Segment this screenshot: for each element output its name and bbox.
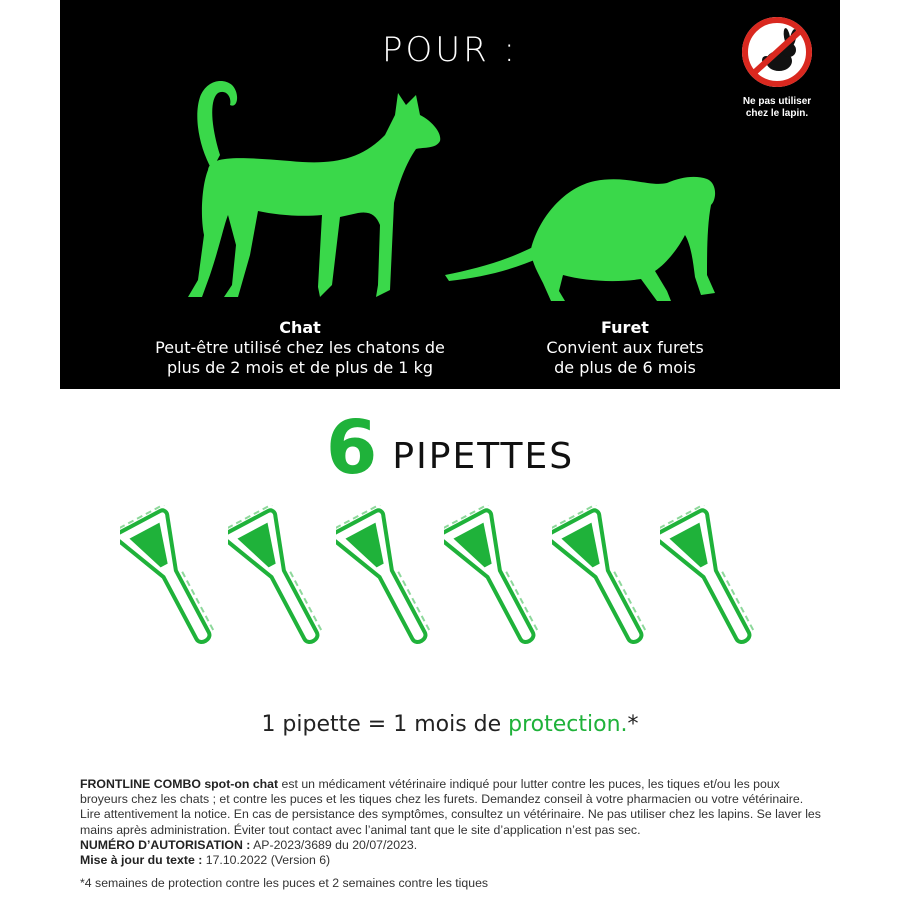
legal-auth-label: NUMÉRO D’AUTORISATION : <box>80 837 251 852</box>
pipette-row <box>120 505 790 665</box>
pour-title: POUR : <box>381 30 519 70</box>
ferret-name: Furet <box>601 318 649 337</box>
tagline-suffix: * <box>627 712 639 737</box>
cat-desc-line1: Peut-être utilisé chez les chatons de <box>155 338 445 357</box>
legal-update-value: 17.10.2022 (Version 6) <box>202 853 331 868</box>
no-rabbit-icon <box>739 14 815 90</box>
cat-desc-line2: plus de 2 mois et de plus de 1 kg <box>167 358 433 377</box>
legal-body: est un médicament vétérinaire indiqué pour lutter contre les puces, les tiques et/ou les poux broyeurs chez les chats ; et contre les puces et les tiques chez les furets. Demandez conseil à votre pharmacien ou votre vétérinaire. Lire attentivement la notice. En cas de persistance des symptômes, consultez un vétérinaire. Ne pas utiliser chez les lapins. Se laver les mains après administration. Éviter tout contact avec l’animal tant que le site d’application n’est pas sec. <box>80 777 821 837</box>
cat-name: Chat <box>279 318 321 337</box>
ferret-caption <box>500 318 750 378</box>
pipette-count: 6 <box>325 405 378 491</box>
pipette-count-heading <box>0 405 900 491</box>
footnote: *4 semaines de protection contre les puces et 2 semaines contre les tiques <box>80 876 489 890</box>
legal-notice <box>80 777 825 868</box>
pipette-icon <box>660 505 760 665</box>
ferret-silhouette-icon <box>445 165 725 310</box>
legal-product-name: FRONTLINE COMBO spot-on chat <box>80 777 279 791</box>
pipette-icon <box>228 505 328 665</box>
tagline-prefix: 1 pipette = 1 mois de <box>261 712 509 737</box>
pipette-icon <box>120 505 220 665</box>
legal-update-label: Mise à jour du texte : <box>80 853 203 868</box>
tagline-highlight: protection. <box>508 712 628 737</box>
pipette-icon <box>336 505 436 665</box>
pipette-icon <box>444 505 544 665</box>
pipette-count-label: PIPETTES <box>392 435 575 477</box>
pipette-icon <box>552 505 652 665</box>
rabbit-warning-line1: Ne pas utiliser <box>742 96 812 107</box>
cat-silhouette-icon <box>180 75 460 305</box>
rabbit-warning <box>727 14 827 120</box>
protection-tagline <box>0 712 900 737</box>
ferret-desc-line2: de plus de 6 mois <box>554 358 696 377</box>
ferret-desc-line1: Convient aux furets <box>546 338 704 357</box>
rabbit-warning-line2: chez le lapin. <box>745 108 809 119</box>
cat-caption <box>100 318 500 378</box>
legal-auth-value: AP-2023/3689 du 20/07/2023. <box>250 837 418 852</box>
